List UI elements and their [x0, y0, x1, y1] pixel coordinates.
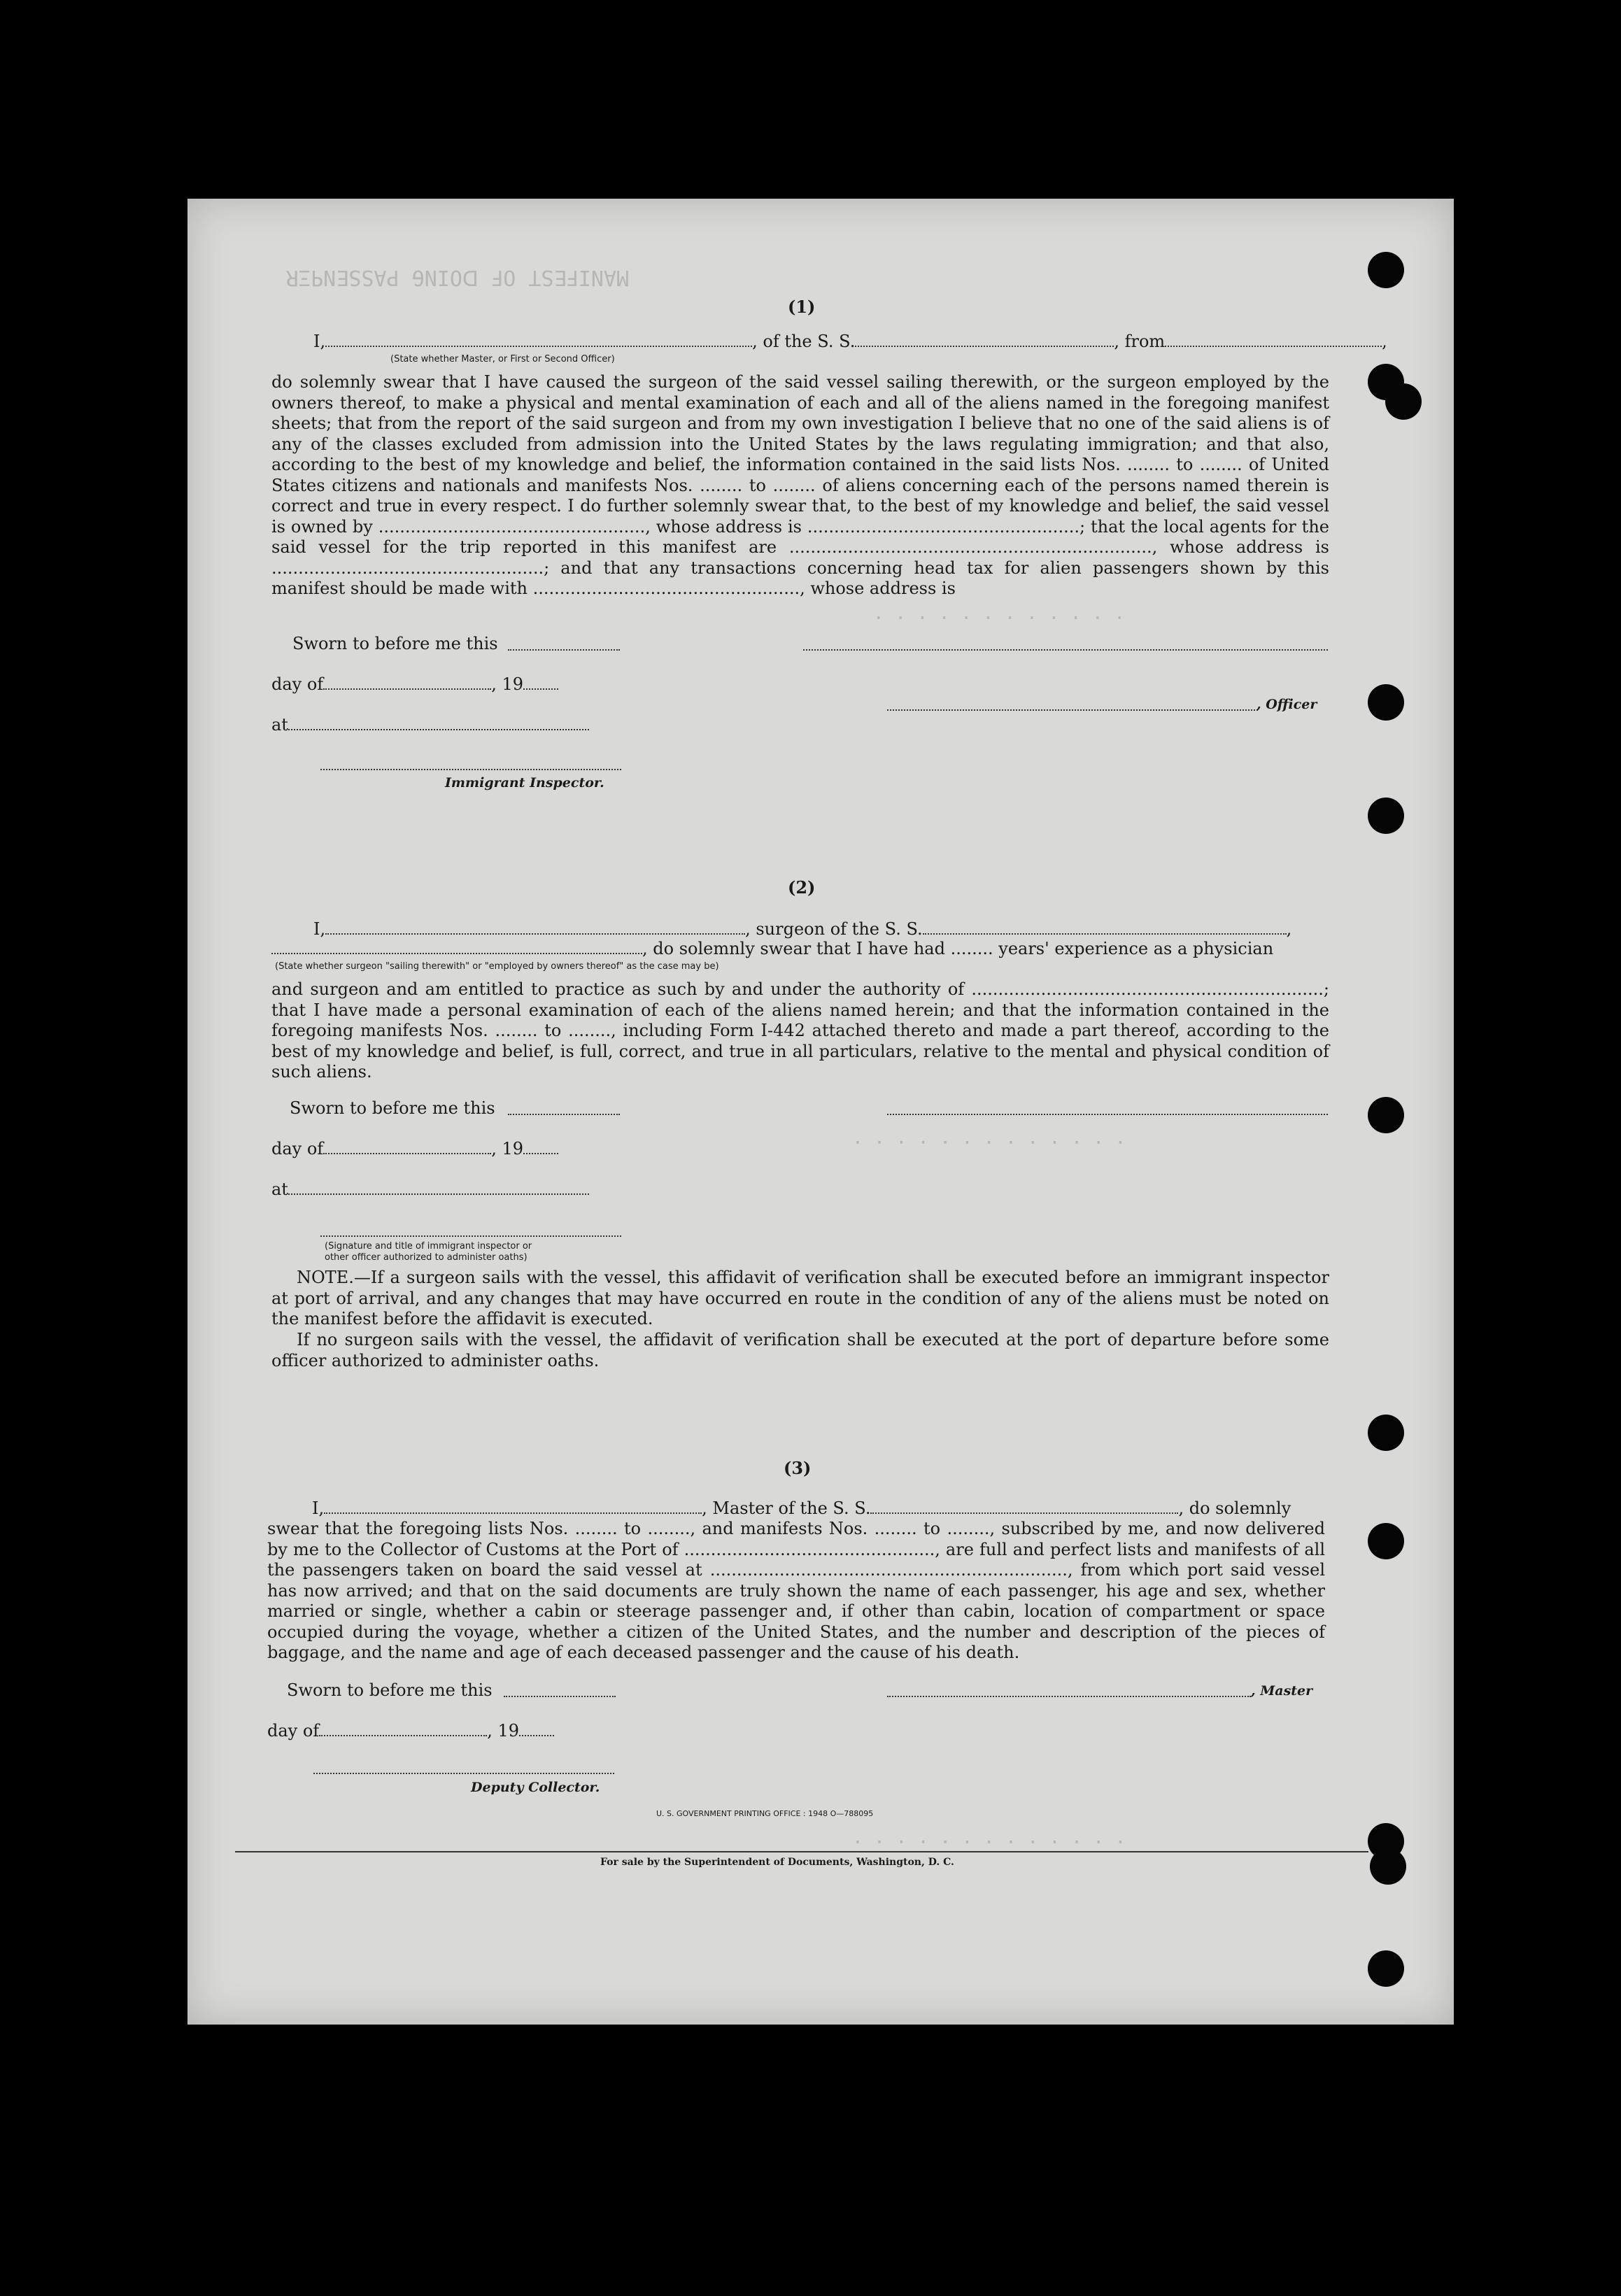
sworn-label-1: Sworn to before me this	[292, 634, 498, 653]
signature-caption-1: (Signature and title of immigrant inspector or	[325, 1241, 532, 1252]
punch-hole	[1368, 1415, 1404, 1451]
day-of-label-2: day of , 19	[271, 1139, 558, 1158]
punch-hole	[1370, 1848, 1406, 1885]
punch-hole	[1368, 1523, 1404, 1559]
section-3-line-1: I, , Master of the S. S. , do solemnly	[312, 1498, 1291, 1518]
officer-caption: (State whether Master, or First or Second Officer)	[390, 354, 615, 364]
day-of-label-3: day of , 19	[267, 1721, 554, 1741]
sale-notice: For sale by the Superintendent of Documents, Washington, D. C.	[600, 1857, 954, 1868]
punch-hole	[1368, 1950, 1404, 1987]
punch-hole	[1385, 383, 1422, 420]
section-2-line-2: , do solemnly swear that I have had ........ years' experience as a physician	[271, 939, 1273, 958]
at-label-1: at	[271, 715, 589, 735]
note-surgeon-sails: NOTE.—If a surgeon sails with the vessel, this affidavit of verification shall be executed before an immigrant inspector at port of arrival, and any changes that may have occurred en route in the condition of any of the aliens must be noted on the manifest before the affidavit is executed.	[271, 1268, 1329, 1328]
officer-label: , Officer	[1257, 697, 1317, 712]
section-2-number: (2)	[788, 877, 816, 898]
deputy-collector-label: Deputy Collector.	[471, 1780, 600, 1795]
sworn-label-2: Sworn to before me this	[290, 1098, 495, 1118]
bleed-through-text: . . . . . . . . . . . .	[873, 611, 1126, 632]
bleed-through-text: . . . . . . . . . . . . .	[852, 1836, 1126, 1857]
bleed-through-text: . . . . . . . . . . . . .	[852, 1136, 1126, 1157]
at-label-2: at	[271, 1179, 589, 1199]
immigrant-inspector-label: Immigrant Inspector.	[445, 775, 604, 791]
note-no-surgeon: If no surgeon sails with the vessel, the affidavit of verification shall be executed at the port of departure before some officer authorized to administer oaths.	[271, 1330, 1329, 1370]
section-3-number: (3)	[784, 1458, 812, 1478]
printing-office-imprint: U. S. GOVERNMENT PRINTING OFFICE : 1948 O—788095	[656, 1809, 874, 1818]
section-2-line-1: I, , surgeon of the S. S. ,	[313, 919, 1292, 939]
section-2-oath-text: and surgeon and am entitled to practice as such by and under the authority of ..................................................................; that I have made a personal examination of each of the aliens named herein; and that the information contained in the foregoing manifests Nos. ........ to ........, including Form I-442 attached thereto and made a part thereof, according to the best of my knowledge and belief, is full, correct, and true in all particulars, relative to the mental and physical condition of such aliens.	[271, 979, 1329, 1082]
footer-rule	[235, 1851, 1368, 1852]
surgeon-caption: (State whether surgeon "sailing therewith" or "employed by owners thereof" as the case may be)	[275, 961, 719, 972]
sworn-label-3: Sworn to before me this	[287, 1680, 493, 1700]
section-3-oath-text: swear that the foregoing lists Nos. ........ to ........, and manifests Nos. ........ to ........, subscribed by me, and now delivered by me to the Collector of Customs at the Port of ..............................................., are full and perfect lists and manifests of all the passengers taken on board the said vessel at ..................................................................., from which port said vessel has now arrived; and that on the said documents are truly shown the name of each passenger, his age and sex, whether married or single, whether a cabin or steerage passenger and, if other than cabin, location of compartment or space occupied during the voyage, whether a citizen of the United States, and the number and description of the pieces of baggage, and the name and age of each deceased passenger and the cause of his death.	[267, 1519, 1325, 1662]
master-label: , Master	[1251, 1683, 1313, 1699]
day-of-label-1: day of , 19	[271, 674, 558, 694]
section-1-oath-text: do solemnly swear that I have caused the surgeon of the said vessel sailing therewith, or the surgeon employed by the owners thereof, to make a physical and mental examination of each and all of the aliens named in the foregoing manifest sheets; that from the report of the said surgeon and from my own investigation I believe that no one of the said aliens is of any of the classes excluded from admission into the United States by the laws regulating immigration; and that also, according to the best of my knowledge and belief, the information contained in the said lists Nos. ........ to ........ of United States citizens and nationals and manifests Nos. ........ to ........ of aliens concerning each of the persons named therein is correct and true in every respect. I do further solemnly swear that, to the best of my knowledge and belief, the said vessel is owned by .................................................., whose address is ...................................................; that the local agents for the said vessel for the trip reported in this manifest are ...................................................................., whose address is ...................................................; and that any transactions concerning head tax for alien passengers shown by this manifest should be made with .................................................., whose address is	[271, 372, 1329, 598]
signature-caption-2: other officer authorized to administer oaths)	[325, 1252, 528, 1263]
document-sheet	[187, 199, 1454, 2025]
section-1-number: (1)	[788, 297, 816, 317]
punch-hole	[1368, 252, 1404, 288]
punch-hole	[1368, 684, 1404, 721]
punch-hole	[1368, 1097, 1404, 1133]
section-1-line-1: I, , of the S. S. , from ,	[313, 332, 1387, 351]
punch-hole	[1368, 798, 1404, 834]
bleed-through-text: ЯΞPИƎƧƧAꟼ ӘИIOꓷ ꟻO TƧƎꟻIИAM	[285, 265, 630, 290]
